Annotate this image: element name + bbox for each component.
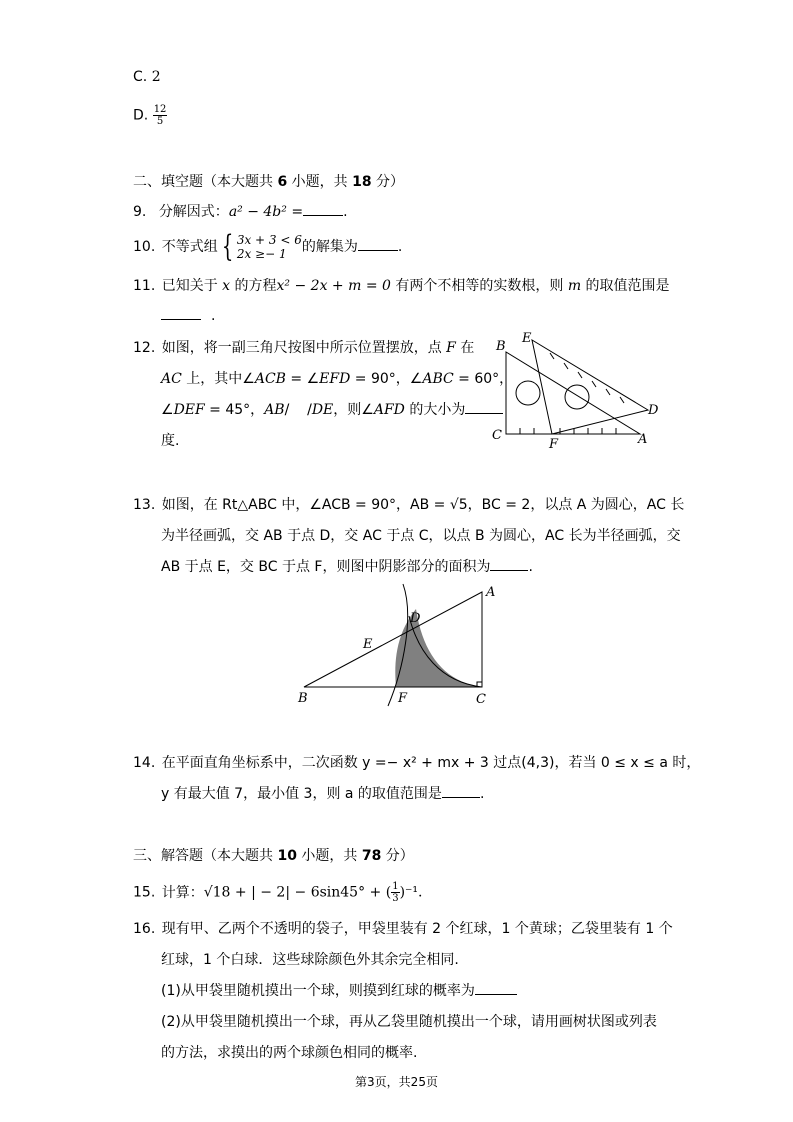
- page-footer: 第3页，共25页: [355, 1075, 438, 1089]
- q12-l3d: AB: [264, 402, 285, 418]
- q14-blank[interactable]: [442, 785, 480, 798]
- q11-answer-line: [161, 306, 215, 326]
- q16-p1: (1)从甲袋里随机摸出一个球，则摸到红球的概率为: [161, 983, 475, 999]
- q12-l3g: ，则∠: [333, 402, 374, 418]
- question-15: [133, 881, 422, 904]
- q9-expression: a² − 4b² =: [228, 204, 304, 220]
- q13-figure: [290, 580, 510, 710]
- section-2-suffix: 分）: [371, 174, 405, 190]
- q16-l2: 红球，1 个白球．这些球除颜色外其余完全相同.: [161, 952, 459, 968]
- section-2-mid: 小题，共: [287, 174, 353, 190]
- q12-l3c: = 45°，: [204, 402, 265, 418]
- q12-l1b: 在: [455, 340, 475, 356]
- q13-label-d: D: [410, 611, 421, 626]
- q11-text3: 有两个不相等的实数根，则: [390, 278, 568, 294]
- q16-p2: (2)从甲袋里随机摸出一个球，再从乙袋里随机摸出一个球，请用画树状图或列表: [161, 1014, 657, 1030]
- q10-after: 的解集为: [301, 239, 358, 255]
- q15-text: 计算：: [161, 884, 204, 901]
- q12-line2: [161, 369, 513, 389]
- section-3-count: 10: [277, 848, 297, 864]
- option-d-denominator: 5: [156, 116, 164, 127]
- q13-shaded-region: [395, 609, 482, 687]
- q16-part3: [161, 1043, 417, 1063]
- q11-text2: 的方程: [230, 278, 277, 294]
- q9-blank[interactable]: [303, 203, 343, 216]
- q12-l2g: ABC: [422, 371, 454, 387]
- section-3-suffix: 分）: [381, 848, 414, 864]
- q13-label-f: F: [398, 691, 408, 706]
- q14-end: .: [479, 786, 485, 802]
- q11-blank[interactable]: [161, 307, 201, 320]
- q12-label-d: D: [648, 403, 659, 418]
- q12-number: 12.: [133, 340, 156, 356]
- q12-l3h: AFD: [373, 402, 405, 418]
- q12-l1v: F: [446, 340, 456, 356]
- q11-equation: x² − 2x + m = 0: [276, 278, 391, 294]
- q16-blank[interactable]: [475, 982, 517, 995]
- q12-line4: [161, 431, 179, 451]
- q14-line2: [161, 784, 484, 804]
- q9-number: 9.: [133, 204, 147, 220]
- q16-number: 16.: [133, 921, 156, 937]
- option-d: [133, 104, 167, 127]
- q12-l3b: DEF: [173, 402, 205, 418]
- q16-line2: [161, 950, 459, 970]
- option-c-label: C.: [133, 69, 148, 85]
- q13-label-c: C: [476, 692, 486, 707]
- q16-line1: [133, 919, 673, 939]
- q11-number: 11.: [133, 278, 156, 294]
- question-10: [133, 229, 403, 264]
- option-c-value: 2: [151, 69, 161, 85]
- q13-blank[interactable]: [490, 558, 528, 571]
- q13-triangle-abc: [304, 592, 482, 687]
- question-9: [133, 202, 348, 222]
- q13-line1: [133, 495, 684, 515]
- q10-brace: {: [221, 229, 233, 264]
- q15-number: 15.: [133, 884, 156, 901]
- q11-var2: m: [567, 278, 582, 294]
- q15-fraction: [391, 881, 399, 904]
- q10-system: [237, 233, 302, 261]
- q14-number: 14.: [133, 755, 156, 771]
- section-3-mid: 小题，共: [296, 848, 362, 864]
- q9-text: 分解因式：: [158, 204, 229, 220]
- q12-l2b: 上，其中∠: [181, 371, 255, 387]
- option-d-fraction: [153, 104, 168, 127]
- q12-triangle-def: [532, 340, 648, 434]
- section-2-prefix: 二、填空题（本大题共: [133, 174, 278, 190]
- q16-part2: [161, 1012, 657, 1032]
- section-3-prefix: 三、解答题（本大题共: [133, 848, 278, 864]
- section-2-count: 6: [277, 174, 288, 190]
- q10-text: 不等式组: [161, 239, 218, 255]
- q12-l3i: 的大小为: [404, 402, 466, 418]
- q13-l3end: .: [528, 559, 533, 575]
- q15-expression-end: )⁻¹.: [399, 884, 423, 901]
- section-2-score: 18: [352, 174, 372, 190]
- q14-l1: 在平面直角坐标系中，二次函数 y =− x² + mx + 3 过点(4,3)，若当 0 ≤ x ≤ a 时，: [161, 755, 701, 771]
- q15-frac-den: 3: [392, 893, 399, 904]
- q12-hole-right: [565, 385, 589, 409]
- q12-l2f: = 90°，∠: [350, 371, 423, 387]
- q11-text4: 的取值范围是: [581, 278, 670, 294]
- q13-label-e: E: [363, 637, 373, 652]
- q12-label-c: C: [492, 428, 502, 443]
- q13-label-b: B: [298, 691, 308, 706]
- q14-line1: [133, 753, 700, 773]
- q12-label-b: B: [496, 339, 506, 354]
- q11-text1: 已知关于: [161, 278, 223, 294]
- q16-p3: 的方法，求摸出的两个球颜色相同的概率.: [161, 1045, 418, 1061]
- q13-l1: 如图，在 Rt△ABC 中，∠ACB = 90°，AB = √5，BC = 2，以点 A 为圆心，AC 长: [161, 497, 685, 513]
- q10-end: .: [397, 239, 403, 255]
- q10-line1: 3x + 3 < 6: [236, 233, 302, 247]
- q12-l2e: EFD: [319, 371, 351, 387]
- q13-line3: [161, 557, 533, 577]
- q12-l2a: AC: [161, 371, 182, 387]
- q16-l1: 现有甲、乙两个不透明的袋子，甲袋里装有 2 个红球，1 个黄球；乙袋里装有 1 个: [161, 921, 673, 937]
- q13-label-a: A: [486, 585, 496, 600]
- q13-l3: AB 于点 E，交 BC 于点 F，则图中阴影部分的面积为: [161, 559, 491, 575]
- q13-l2: 为半径画弧，交 AB 于点 D，交 AC 于点 C，以点 B 为圆心，AC 长为半径画弧，交: [161, 528, 681, 544]
- q12-label-e: E: [522, 331, 532, 346]
- section-3-score: 78: [361, 848, 382, 864]
- q15-expression: √18 + | − 2| − 6sin45° + (: [203, 884, 392, 901]
- q12-figure: [488, 328, 668, 452]
- section-3-heading: [133, 846, 414, 866]
- q12-l2h: = 60°，: [453, 371, 514, 387]
- q12-line1: [133, 338, 474, 358]
- q13-number: 13.: [133, 497, 156, 513]
- section-2-heading: [133, 172, 404, 192]
- option-c: [133, 67, 161, 87]
- q12-l3f: DE: [311, 402, 334, 418]
- q12-l3a: ∠: [161, 402, 174, 418]
- q14-l2: y 有最大值 7，最小值 3，则 a 的取值范围是: [161, 786, 442, 802]
- q12-label-a: A: [638, 432, 648, 447]
- q12-l1a: 如图，将一副三角尺按图中所示位置摆放，点: [161, 340, 447, 356]
- option-d-numerator: 12: [153, 104, 167, 115]
- q12-line3: [161, 400, 503, 420]
- q12-label-f: F: [549, 437, 559, 452]
- q9-end: .: [343, 204, 348, 220]
- q10-number: 10.: [133, 239, 156, 255]
- q10-line2: 2x ≥− 1: [236, 247, 287, 261]
- q11-var: x: [222, 278, 231, 294]
- q16-part1: [161, 981, 517, 1001]
- q12-l4: 度.: [161, 433, 180, 449]
- question-11: [133, 276, 670, 296]
- q12-l2d: = ∠: [285, 371, 320, 387]
- q11-end: .: [211, 308, 216, 324]
- q12-l3e: / /: [284, 402, 312, 418]
- q12-hole-left: [516, 381, 540, 405]
- q12-l2c: ACB: [254, 371, 286, 387]
- option-d-label: D.: [133, 107, 149, 124]
- q10-blank[interactable]: [358, 238, 398, 251]
- q12-ruler-ticks: [520, 353, 624, 434]
- q13-line2: [161, 526, 681, 546]
- q15-frac-num: 1: [392, 881, 399, 892]
